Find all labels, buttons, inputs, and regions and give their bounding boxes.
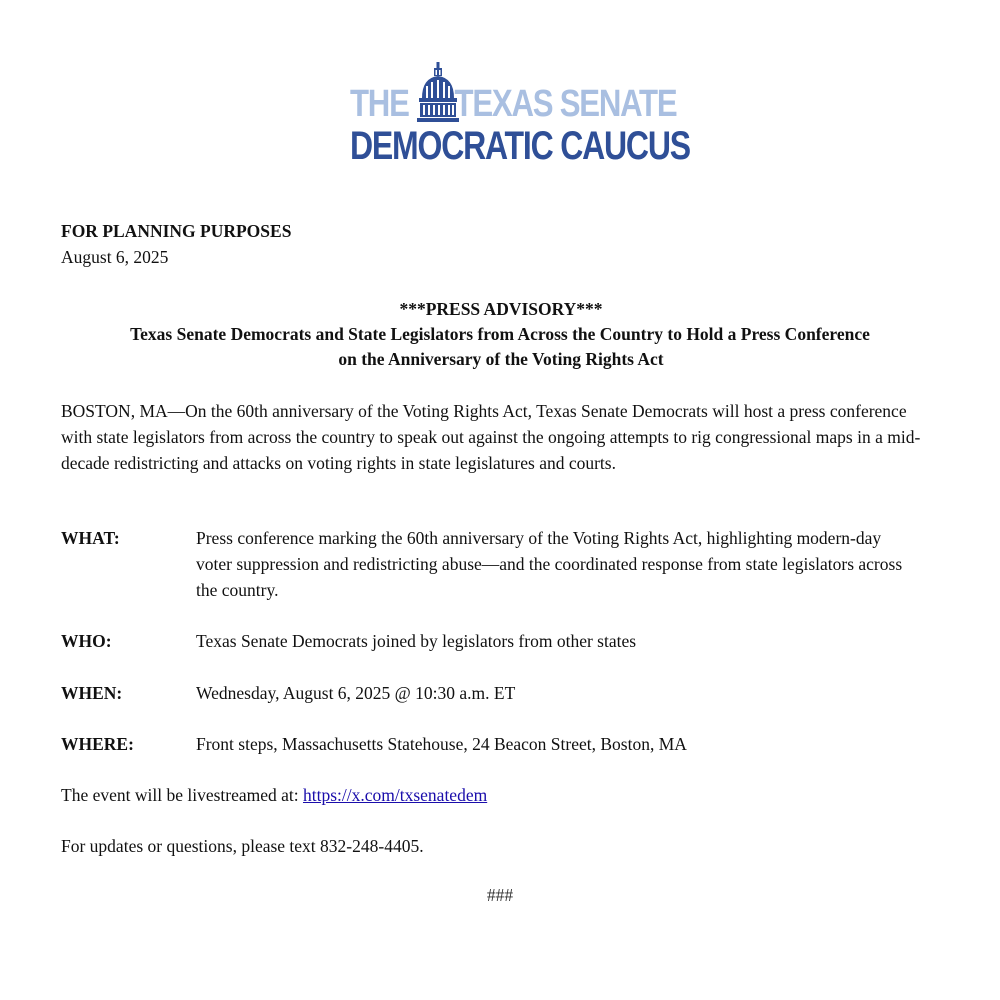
livestream-link[interactable]: https://x.com/txsenatedem <box>303 785 488 805</box>
when-label: WHEN: <box>61 683 123 703</box>
intro-paragraph: BOSTON, MA—On the 60th anniversary of the Voting Rights Act, Texas Senate Democrats will host a press conference with state legislators from across the country to speak out against the ongoing attempts to rig congressional maps in a mid-decade redistricting and attacks on voting rights in state legislatures and courts. <box>61 401 921 473</box>
logo-line-2: DEMOCRATIC CAUCUS <box>350 124 690 168</box>
where-value: Front steps, Massachusetts Statehouse, 24 Beacon Street, Boston, MA <box>196 734 687 754</box>
advisory-title-line-2: on the Anniversary of the Voting Rights Act <box>338 349 664 369</box>
livestream-prefix: The event will be livestreamed at: <box>61 785 303 805</box>
release-date: August 6, 2025 <box>61 247 169 267</box>
livestream-line <box>61 782 941 808</box>
contact-line: For updates or questions, please text 832-248-4405. <box>61 836 424 856</box>
who-value: Texas Senate Democrats joined by legislators from other states <box>196 631 637 651</box>
when-value: Wednesday, August 6, 2025 @ 10:30 a.m. ET <box>196 683 516 703</box>
advisory-title-line-1: Texas Senate Democrats and State Legislators from Across the Country to Hold a Press Conference <box>130 324 870 344</box>
planning-label: FOR PLANNING PURPOSES <box>61 221 292 241</box>
end-mark: ### <box>486 885 514 905</box>
what-value: Press conference marking the 60th anniversary of the Voting Rights Act, highlighting modern-day voter suppression and redistricting abuse—and the coordinated response from state legislators across the country. <box>196 528 903 600</box>
press-advisory-label: ***PRESS ADVISORY*** <box>399 299 603 319</box>
where-label: WHERE: <box>61 734 134 754</box>
logo-text-texas-senate: TEXAS SENATE <box>454 83 677 125</box>
logo-line-1 <box>350 83 677 125</box>
what-label: WHAT: <box>61 528 120 548</box>
logo-text-the: THE <box>350 83 409 125</box>
caucus-logo <box>350 62 690 170</box>
who-label: WHO: <box>61 631 112 651</box>
